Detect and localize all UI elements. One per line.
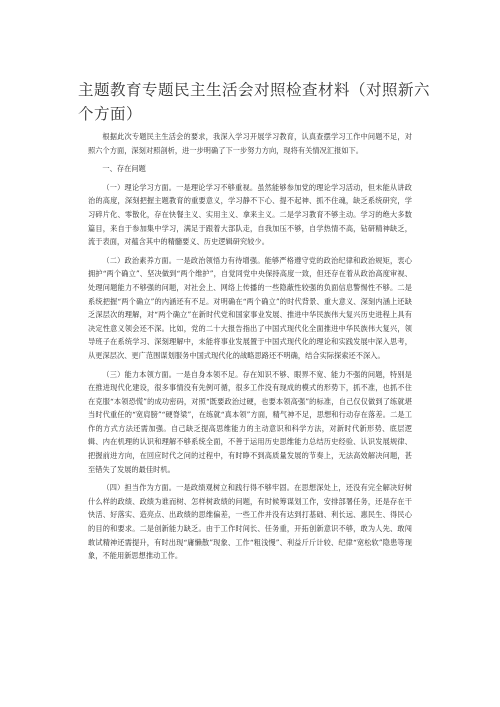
paragraph-theory-study: （一）理论学习方面。一是理论学习不够重视。虽然能够参加党的理论学习活动，但未能从讲政治的高度，深刻把握主题教育的重要意义，学习静不下心、提不起神、抓不住魂，缺乏系统研究，学习碎片化、零散化，存在快餐主义、实用主义、拿来主义。二是学习教育不够主动。学习的绝大多数篇目，来自于参加集中学习，满足于跟着大部队走，自我加压不够，自学热情不高，钻研精神缺乏，流于表面，对蕴含其中的精髓要义、历史逻辑研究较少。 [88,182,412,247]
intro-paragraph: 根据此次专题民主生活会的要求，我深入学习开展学习教育，认真查摆学习工作中问题不足，对照六个方面，深刻对照剖析，进一步明确了下一步努力方向，现将有关情况汇报如下。 [88,132,412,155]
paragraph-political-quality: （二）政治素养方面。一是政治领悟力有待增强。能够严格遵守党的政治纪律和政治规矩，衷心拥护“两个确立”、坚决做到“两个维护”，自觉同党中央保持高度一致，但还存在着从政治高度审视、处理问题能力不够强的问题，对社会上、网络上传播的一些隐蔽性较强的负面信息警惕性不够。二是系统把握“两个确立”的内涵还有不足。对明确在“两个确立”的时代背景、重大意义、深刻内涵上还缺乏深层次的理解，对“两个确立”在新时代党和国家事业发展、推进中华民族伟大复兴历史进程上具有决定性意义领会还不深。比如，党的二十大报告指出了中国式现代化全面推进中华民族伟大复兴，领导班子在系统学习、深刻理解中，未能将事业发展置于中国式现代化的理论和实践发展中深入思考，从更深层次、更广范围谋划服务中国式现代化的战略思路还不明确，结合实际探索还不深入。 [88,255,412,360]
section-heading: 一、存在问题 [102,164,146,174]
paragraph-responsibility: （四）担当作为方面。一是政绩观树立和践行得不够牢固。在思想深处上，还没有完全解决好树什么样的政绩、政绩为谁而树、怎样树政绩的问题，有时候筹谋划工作，安排部署任务，还是存在干快活、好落实、造亮点、出政绩的思维偏差，一些工作并没有达到打基础、利长远、惠民生、得民心的目的和要求。二是创新能力缺乏。由于工作时间长、任务重，开拓创新意识不够，敢为人先、敢闯敢试精神还需提升，有时出现“庸懒散”现象、工作“粗浅慢”、利益斤斤计较、纪律“宽松软”隐患等现象，不能用新思想推动工作。 [88,483,412,561]
document-body [88,130,412,568]
paragraph-ability: （三）能力本领方面。一是自身本领不足。存在知识不够、眼界不宽、能力不强的问题，特别是在推进现代化建设，很多事情没有先例可循，很多工作没有现成的模式的形势下，抓不准，也抓不住在克服“本领恐慌”的成功密码，对照“既要政治过硬，也要本领高强”的标准，自己仅仅做到了练就堪当时代重任的“宽肩膀”“硬脊梁”，在练就“真本领”方面，精气神不足，思想和行动存在落差。二是工作的方式方法还需加强。自己缺乏提高思维能力的主动意识和科学方法，对新时代新形势、底层逻辑、内在机理的认识和理解不够系统全面，不善于运用历史思维能力总结历史经验、认识发展规律、把握前进方向，在回应时代之问的过程中，有时睁不到高质量发展的节奏上，无法高效解决问题，甚至错失了发展的最佳时机。 [88,369,412,474]
document-title: 主题教育专题民主生活会对照检查材料（对照新六个方面） [78,81,431,123]
